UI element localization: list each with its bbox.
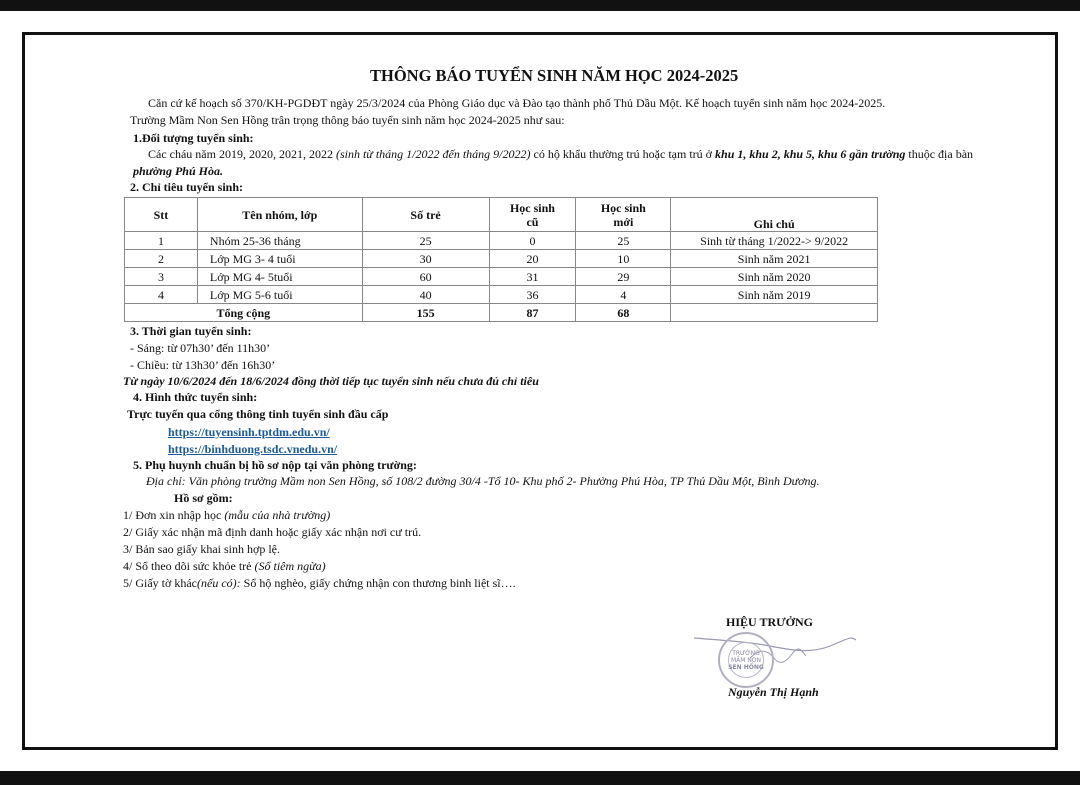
cell-total: 25 [362, 232, 489, 250]
cell-total: 60 [362, 268, 489, 286]
online-method: Trực tuyến qua cổng thông tinh tuyển sinh đầu cấp [127, 407, 389, 421]
table-header-row [125, 198, 878, 232]
school-seal [718, 632, 774, 688]
cell-stt: 3 [125, 268, 198, 286]
cell-old: 31 [489, 268, 576, 286]
signature-scribble [690, 628, 860, 678]
dossier-item-1-text: 1/ Đơn xin nhập học [123, 508, 225, 522]
cell-old: 36 [489, 286, 576, 304]
section-1-birth-range: (sinh từ tháng 1/2022 đến tháng 9/2022) [335, 147, 531, 161]
dossier-item-4-text: 4/ Sổ theo dõi sức khỏe trẻ [123, 559, 255, 573]
col-new-line-2: mới [613, 214, 634, 229]
seal-text-line-2: MẦM NON [730, 657, 762, 664]
cell-name: Lớp MG 4- 5tuổi [197, 268, 362, 286]
col-name: Tên nhóm, lớp [197, 198, 362, 232]
table-row [125, 250, 878, 268]
page-title: THÔNG BÁO TUYỂN SINH NĂM HỌC 2024-2025 [370, 66, 739, 85]
cell-old: 0 [489, 232, 576, 250]
cell-old: 20 [489, 250, 576, 268]
cell-new: 29 [576, 268, 671, 286]
cell-total: 30 [362, 250, 489, 268]
cell-note: Sinh năm 2019 [671, 286, 878, 304]
cell-name: Lớp MG 5-6 tuổi [197, 286, 362, 304]
principal-title: HIỆU TRƯỞNG [726, 615, 814, 629]
section-1-text [148, 147, 973, 162]
total-children: 155 [362, 304, 489, 322]
dossier-item-4-note: (Sổ tiêm ngừa) [254, 559, 326, 573]
seal-text-line-1: TRƯỜNG [732, 650, 760, 657]
section-1-ward: phường Phú Hòa. [133, 164, 223, 178]
section-1-heading: 1.Đối tượng tuyển sinh: [133, 131, 254, 145]
col-old-line-1: Học sinh [509, 200, 555, 215]
seal-text-line-3: SEN HỒNG [728, 664, 764, 671]
col-stt: Stt [125, 198, 198, 232]
col-note: Ghi chú [671, 198, 878, 232]
table-total-row [125, 304, 878, 322]
dossier-item-4 [123, 559, 326, 574]
col-old [489, 198, 576, 232]
link-tuyensinh[interactable]: https://tuyensinh.tptdm.edu.vn/ [168, 425, 330, 439]
dossier-item-1-note: (mẫu của nhà trường) [224, 508, 331, 522]
dossier-item-2: 2/ Giấy xác nhận mã định danh hoặc giấy xác nhận nơi cư trú. [123, 525, 422, 539]
cell-new: 4 [576, 286, 671, 304]
cell-total: 40 [362, 286, 489, 304]
morning-hours: - Sáng: từ 07h30’ đến 11h30’ [130, 341, 271, 355]
bottom-black-bar [0, 771, 1080, 785]
section-1-area-label: thuộc địa bàn [905, 147, 974, 161]
cell-new: 25 [576, 232, 671, 250]
cell-note: Sinh năm 2021 [671, 250, 878, 268]
section-1-zones: khu 1, khu 2, khu 5, khu 6 gần trường [715, 147, 906, 161]
intro-line-1: Căn cứ kế hoạch số 370/KH-PGDĐT ngày 25/3/2024 của Phòng Giáo dục và Đào tạo thành phố Thủ Dầu Một. Kế hoạch tuyển sinh năm học 2024-2025. [148, 96, 886, 110]
section-1-residence: có hộ khẩu thường trú hoặc tạm trú ở [530, 147, 716, 161]
cell-note: Sinh từ tháng 1/2022-> 9/2022 [671, 232, 878, 250]
cell-stt: 2 [125, 250, 198, 268]
intro-line-2: Trường Mầm Non Sen Hồng trân trọng thông báo tuyển sinh năm học 2024-2025 như sau: [130, 113, 565, 127]
link-tuyensinh-wrap [168, 425, 330, 440]
section-5-heading: 5. Phụ huynh chuẩn bị hồ sơ nộp tại văn phòng trường: [133, 458, 417, 472]
dossier-item-5-note: (nếu có): [197, 576, 241, 590]
col-old-line-2: cũ [526, 214, 539, 229]
afternoon-hours: - Chiều: từ 13h30’ đến 16h30’ [130, 358, 276, 372]
dossier-item-3: 3/ Bản sao giấy khai sinh hợp lệ. [123, 542, 280, 556]
dossier-heading: Hồ sơ gồm: [174, 491, 233, 505]
total-label: Tổng cộng [125, 304, 363, 322]
link-binhduong-wrap [168, 442, 337, 457]
dossier-item-5 [123, 576, 516, 591]
principal-name: Nguyễn Thị Hạnh [728, 685, 819, 699]
section-4-heading: 4. Hình thức tuyển sinh: [133, 390, 258, 404]
col-total: Số trẻ [362, 198, 489, 232]
cell-name: Nhóm 25-36 tháng [197, 232, 362, 250]
table-row [125, 286, 878, 304]
total-note [671, 304, 878, 322]
cell-stt: 4 [125, 286, 198, 304]
dossier-item-5-detail: Sổ hộ nghèo, giấy chứng nhận con thương binh liệt sĩ…. [240, 576, 516, 590]
table-row [125, 268, 878, 286]
top-black-bar [0, 0, 1080, 11]
cell-new: 10 [576, 250, 671, 268]
cell-stt: 1 [125, 232, 198, 250]
dossier-item-5-text: 5/ Giấy tờ khác [123, 576, 197, 590]
school-address: Địa chỉ: Văn phòng trường Mầm non Sen Hồng, số 108/2 đường 30/4 -Tổ 10- Khu phố 2- Phường Phú Hòa, TP Thủ Dầu Một, Bình Dương. [146, 474, 820, 488]
quota-table [124, 197, 878, 322]
link-binhduong[interactable]: https://binhduong.tsdc.vnedu.vn/ [168, 442, 338, 456]
col-new [576, 198, 671, 232]
total-old: 87 [489, 304, 576, 322]
cell-name: Lớp MG 3- 4 tuổi [197, 250, 362, 268]
table-row [125, 232, 878, 250]
enrollment-period: Từ ngày 10/6/2024 đến 18/6/2024 đồng thời tiếp tục tuyển sinh nếu chưa đủ chỉ tiêu [123, 374, 539, 388]
section-2-heading: 2. Chỉ tiêu tuyển sinh: [130, 180, 244, 194]
cell-note: Sinh năm 2020 [671, 268, 878, 286]
col-new-line-1: Học sinh [600, 200, 646, 215]
dossier-item-1 [123, 508, 330, 523]
section-3-heading: 3. Thời gian tuyển sinh: [130, 324, 252, 338]
section-1-years: Các cháu năm 2019, 2020, 2021, 2022 [148, 147, 336, 161]
total-new: 68 [576, 304, 671, 322]
